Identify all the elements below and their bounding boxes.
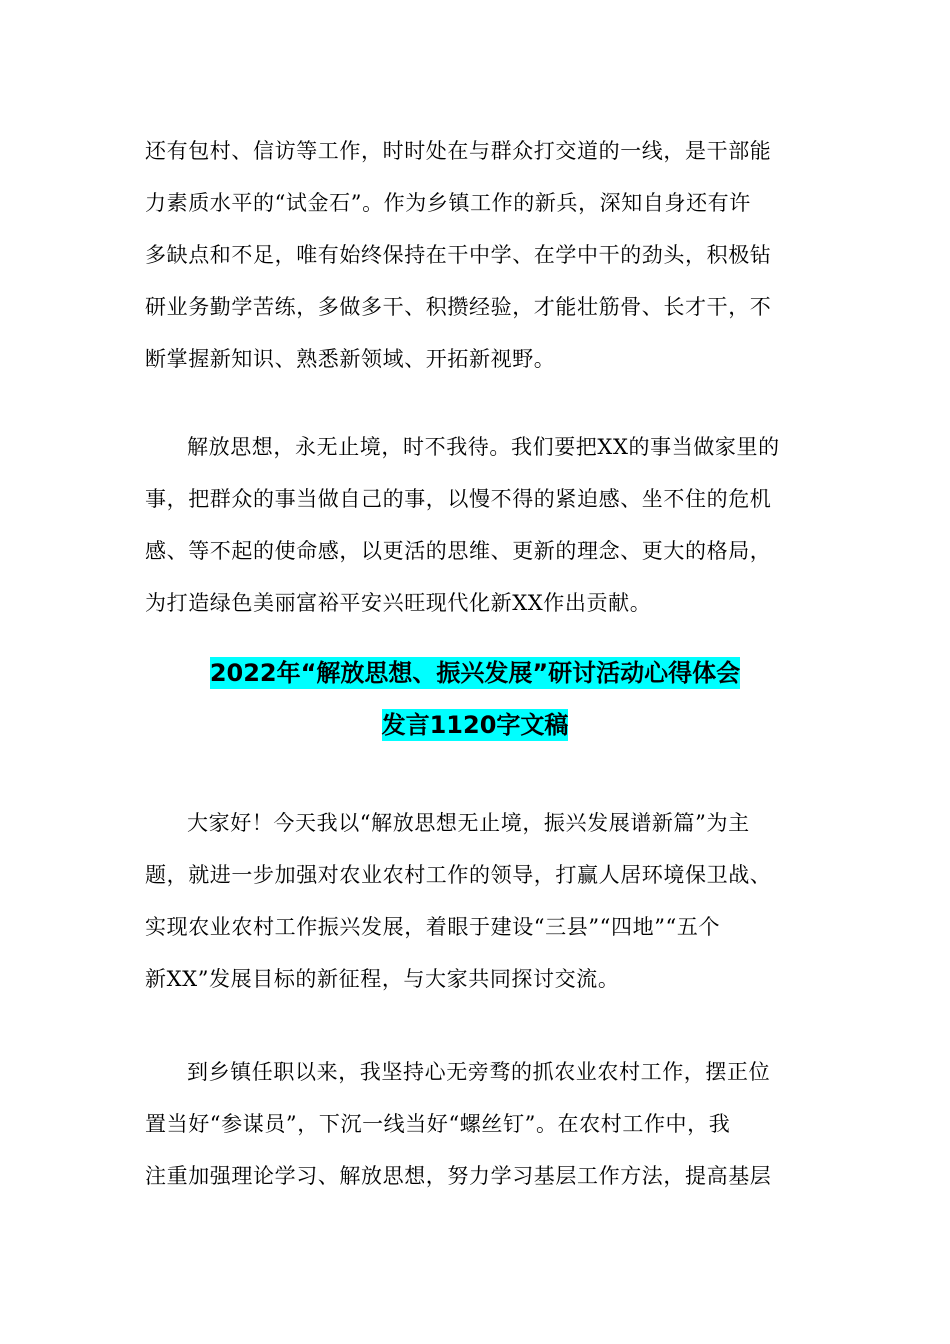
paragraph-line: 感、等不起的使命感，以更活的思维、更新的理念、更大的格局， — [145, 539, 772, 563]
paragraph-line: 新XX”发展目标的新征程，与大家共同探讨交流。 — [145, 967, 620, 991]
title-line: 2022年“解放思想、振兴发展”研讨活动心得体会 — [209, 659, 741, 687]
paragraph-line: 研业务勤学苦练，多做多干、积攒经验，才能壮筋骨、长才干，不 — [145, 295, 772, 319]
paragraph-line: 为打造绿色美丽富裕平安兴旺现代化新XX作出贡献。 — [145, 591, 652, 615]
paragraph-line: 大家好！今天我以“解放思想无止境，振兴发展谱新篇”为主 — [187, 811, 750, 835]
paragraph-line: 注重加强理论学习、解放思想，努力学习基层工作方法，提高基层 — [145, 1164, 772, 1188]
paragraph-line: 到乡镇任职以来，我坚持心无旁骛的抓农业农村工作，摆正位 — [187, 1060, 771, 1084]
paragraph-2 — [145, 421, 805, 629]
paragraph-line: 力素质水平的“试金石”。作为乡镇工作的新兵，深知自身还有许 — [145, 191, 751, 215]
paragraph-line: 置当好“参谋员”，下沉一线当好“螺丝钉”。在农村工作中，我 — [145, 1112, 731, 1136]
paragraph-4 — [145, 1046, 805, 1202]
paragraph-line: 断掌握新知识、熟悉新领域、开拓新视野。 — [145, 347, 556, 371]
paragraph-1 — [145, 125, 805, 385]
paragraph-line: 事，把群众的事当做自己的事，以慢不得的紧迫感、坐不住的危机 — [145, 487, 772, 511]
paragraph-line: 实现农业农村工作振兴发展，着眼于建设“三县”“四地”“五个 — [145, 915, 721, 939]
paragraph-line: 多缺点和不足，唯有始终保持在干中学、在学中干的劲头，积极钻 — [145, 243, 772, 267]
paragraph-line: 题，就进一步加强对农业农村工作的领导，打赢人居环境保卫战、 — [145, 863, 772, 887]
paragraph-3 — [145, 797, 805, 1005]
paragraph-line: 还有包村、信访等工作，时时处在与群众打交道的一线，是干部能 — [145, 139, 772, 163]
paragraph-line: 解放思想，永无止境，时不我待。我们要把XX的事当做家里的 — [187, 435, 780, 459]
section-title — [0, 647, 950, 751]
title-line: 发言1120字文稿 — [381, 711, 569, 739]
